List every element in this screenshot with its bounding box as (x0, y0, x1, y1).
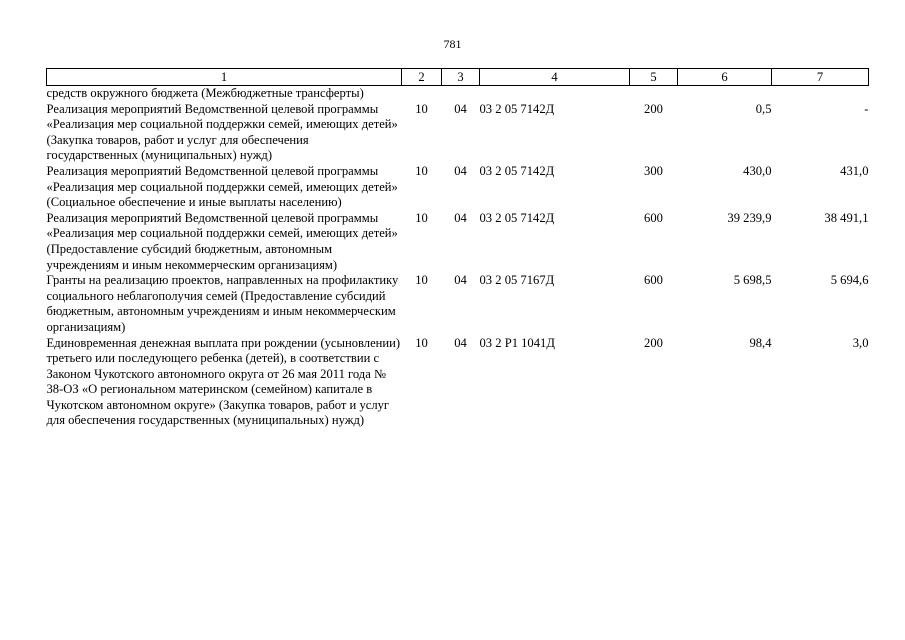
row-section: 10 (415, 210, 428, 225)
row-amount-year-1: 430,0 (743, 163, 772, 178)
row-name: Реализация мероприятий Ведомственной целевой программы «Реализация мер социальной поддержки семей, имеющих детей» (Социальное обеспечение и иные выплаты населению) (46, 163, 398, 210)
row-amount-year-2: 5 694,6 (830, 273, 869, 288)
row-amount-year-1: 0,5 (755, 101, 772, 116)
row-section: 10 (415, 273, 428, 288)
table-row (47, 102, 869, 164)
column-header-7: 7 (772, 69, 869, 86)
row-target-article (480, 86, 630, 102)
row-name: средств окружного бюджета (Межбюджетные трансферты) (46, 86, 364, 100)
row-expense-type: 200 (644, 101, 663, 116)
row-amount-year-2: 3,0 (852, 335, 869, 350)
row-amount-year-1 (678, 86, 772, 102)
row-expense-type (630, 86, 678, 102)
row-expense-type: 300 (644, 163, 663, 178)
row-amount-year-1: 39 239,9 (727, 210, 772, 225)
row-subsection (442, 86, 480, 102)
row-target-article: 03 2 P1 1041Д (479, 335, 555, 350)
row-section: 10 (415, 335, 428, 350)
row-subsection: 04 (454, 101, 467, 116)
row-amount-year-1: 98,4 (749, 335, 772, 350)
column-header-3: 3 (442, 69, 480, 86)
row-name: Реализация мероприятий Ведомственной целевой программы «Реализация мер социальной поддержки семей, имеющих детей» (Предоставление субсидий бюджетным, автономным учреждениям и иным некоммерческим организациям) (46, 210, 398, 272)
row-section: 10 (415, 163, 428, 178)
row-subsection: 04 (454, 210, 467, 225)
row-subsection: 04 (454, 273, 467, 288)
row-target-article: 03 2 05 7142Д (479, 101, 555, 116)
row-amount-year-2: - (864, 101, 869, 116)
row-name: Реализация мероприятий Ведомственной целевой программы «Реализация мер социальной поддержки семей, имеющих детей» (Закупка товаров, работ и услуг для обеспечения государственных (муниципальных) нужд) (46, 101, 398, 163)
row-target-article: 03 2 05 7142Д (479, 163, 555, 178)
row-subsection: 04 (454, 335, 467, 350)
row-name: Единовременная денежная выплата при рождении (усыновлении) третьего или последующего ребенка (детей), в соответствии с Законом Чукотского автономного округа от 26 мая 2011 года № 38-ОЗ «О региональном материнском (семейном) капитале в Чукотском автономном округе» (Закупка товаров, работ и услуг для обеспечения государственных (муниципальных) нужд) (46, 335, 401, 428)
row-target-article: 03 2 05 7142Д (479, 210, 555, 225)
header-row (47, 69, 869, 86)
row-expense-type: 600 (644, 210, 663, 225)
column-header-1: 1 (47, 69, 402, 86)
row-name: Гранты на реализацию проектов, направленных на профилактику социального неблагополучия семей (Предоставление субсидий бюджетным, автономным учреждениям и иным некоммерческим организациям) (46, 273, 399, 334)
column-header-6: 6 (678, 69, 772, 86)
column-header-2: 2 (402, 69, 442, 86)
table-row (47, 336, 869, 430)
page-number: 781 (443, 37, 462, 51)
row-amount-year-2: 431,0 (840, 163, 869, 178)
table-row (47, 86, 869, 102)
row-amount-year-2: 38 491,1 (824, 210, 869, 225)
table-row (47, 211, 869, 273)
row-subsection: 04 (454, 163, 467, 178)
row-expense-type: 600 (644, 273, 663, 288)
row-amount-year-1: 5 698,5 (733, 273, 772, 288)
table-row (47, 164, 869, 211)
row-amount-year-2 (772, 86, 869, 102)
row-target-article: 03 2 05 7167Д (479, 273, 555, 288)
row-section (402, 86, 442, 102)
column-header-4: 4 (480, 69, 630, 86)
column-header-5: 5 (630, 69, 678, 86)
table-row (47, 273, 869, 335)
row-section: 10 (415, 101, 428, 116)
row-expense-type: 200 (644, 335, 663, 350)
budget-table (46, 68, 869, 429)
